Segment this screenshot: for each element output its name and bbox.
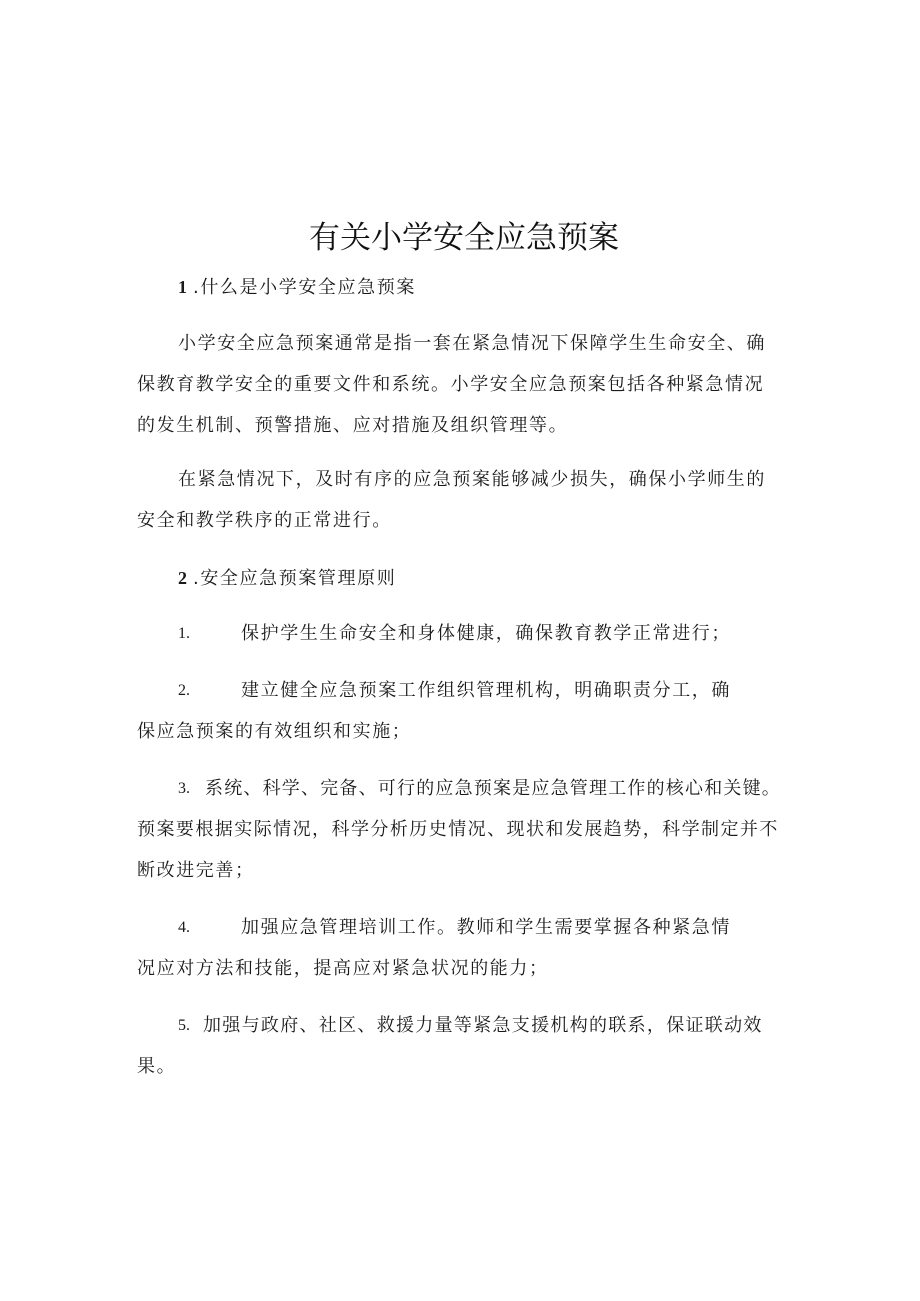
list-item-line: 保应急预案的有效组织和实施； bbox=[137, 721, 412, 742]
list-item-line: 建立健全应急预案工作组织管理机构，明确职责分工，确 bbox=[241, 680, 731, 701]
section-heading-text: .安全应急预案管理原则 bbox=[193, 568, 397, 589]
section-number: 1 bbox=[178, 277, 187, 297]
list-item-number: 2. bbox=[178, 682, 190, 699]
section-heading-1 bbox=[178, 275, 416, 300]
paragraph-line: 保教育教学安全的重要文件和系统。小学安全应急预案包括各种紧急情况 bbox=[137, 374, 765, 395]
section-heading-text: .什么是小学安全应急预案 bbox=[193, 277, 416, 298]
section-heading-2 bbox=[178, 566, 396, 591]
paragraph-line: 小学安全应急预案通常是指一套在紧急情况下保障学生生命安全、确 bbox=[178, 333, 766, 354]
list-item-number: 4. bbox=[178, 919, 190, 936]
section-number: 2 bbox=[178, 568, 187, 588]
list-item-line: 保护学生生命安全和身体健康，确保教育教学正常进行； bbox=[241, 623, 731, 644]
list-item-number: 5. bbox=[178, 1017, 190, 1034]
document-title: 有关小学安全应急预案 bbox=[309, 220, 619, 256]
list-item-number: 3. bbox=[178, 780, 190, 797]
list-item-line: 加强应急管理培训工作。教师和学生需要掌握各种紧急情 bbox=[241, 917, 731, 938]
list-item-line: 果。 bbox=[137, 1056, 177, 1077]
paragraph-line: 安全和教学秩序的正常进行。 bbox=[137, 510, 392, 531]
list-item-line: 系统、科学、完备、可行的应急预案是应急管理工作的核心和关键。 bbox=[205, 778, 781, 799]
paragraph-line: 在紧急情况下，及时有序的应急预案能够减少损失，确保小学师生的 bbox=[178, 469, 766, 490]
list-item-line: 预案要根据实际情况，科学分析历史情况、现状和发展趋势，科学制定并不 bbox=[137, 819, 779, 840]
paragraph-line: 的发生机制、预警措施、应对措施及组织管理等。 bbox=[137, 415, 569, 436]
list-item-line: 况应对方法和技能，提高应对紧急状况的能力； bbox=[137, 958, 549, 979]
list-item-number: 1. bbox=[178, 625, 190, 642]
list-item-line: 断改进完善； bbox=[137, 860, 255, 881]
list-item-line: 加强与政府、社区、救援力量等紧急支援机构的联系，保证联动效 bbox=[203, 1015, 763, 1036]
